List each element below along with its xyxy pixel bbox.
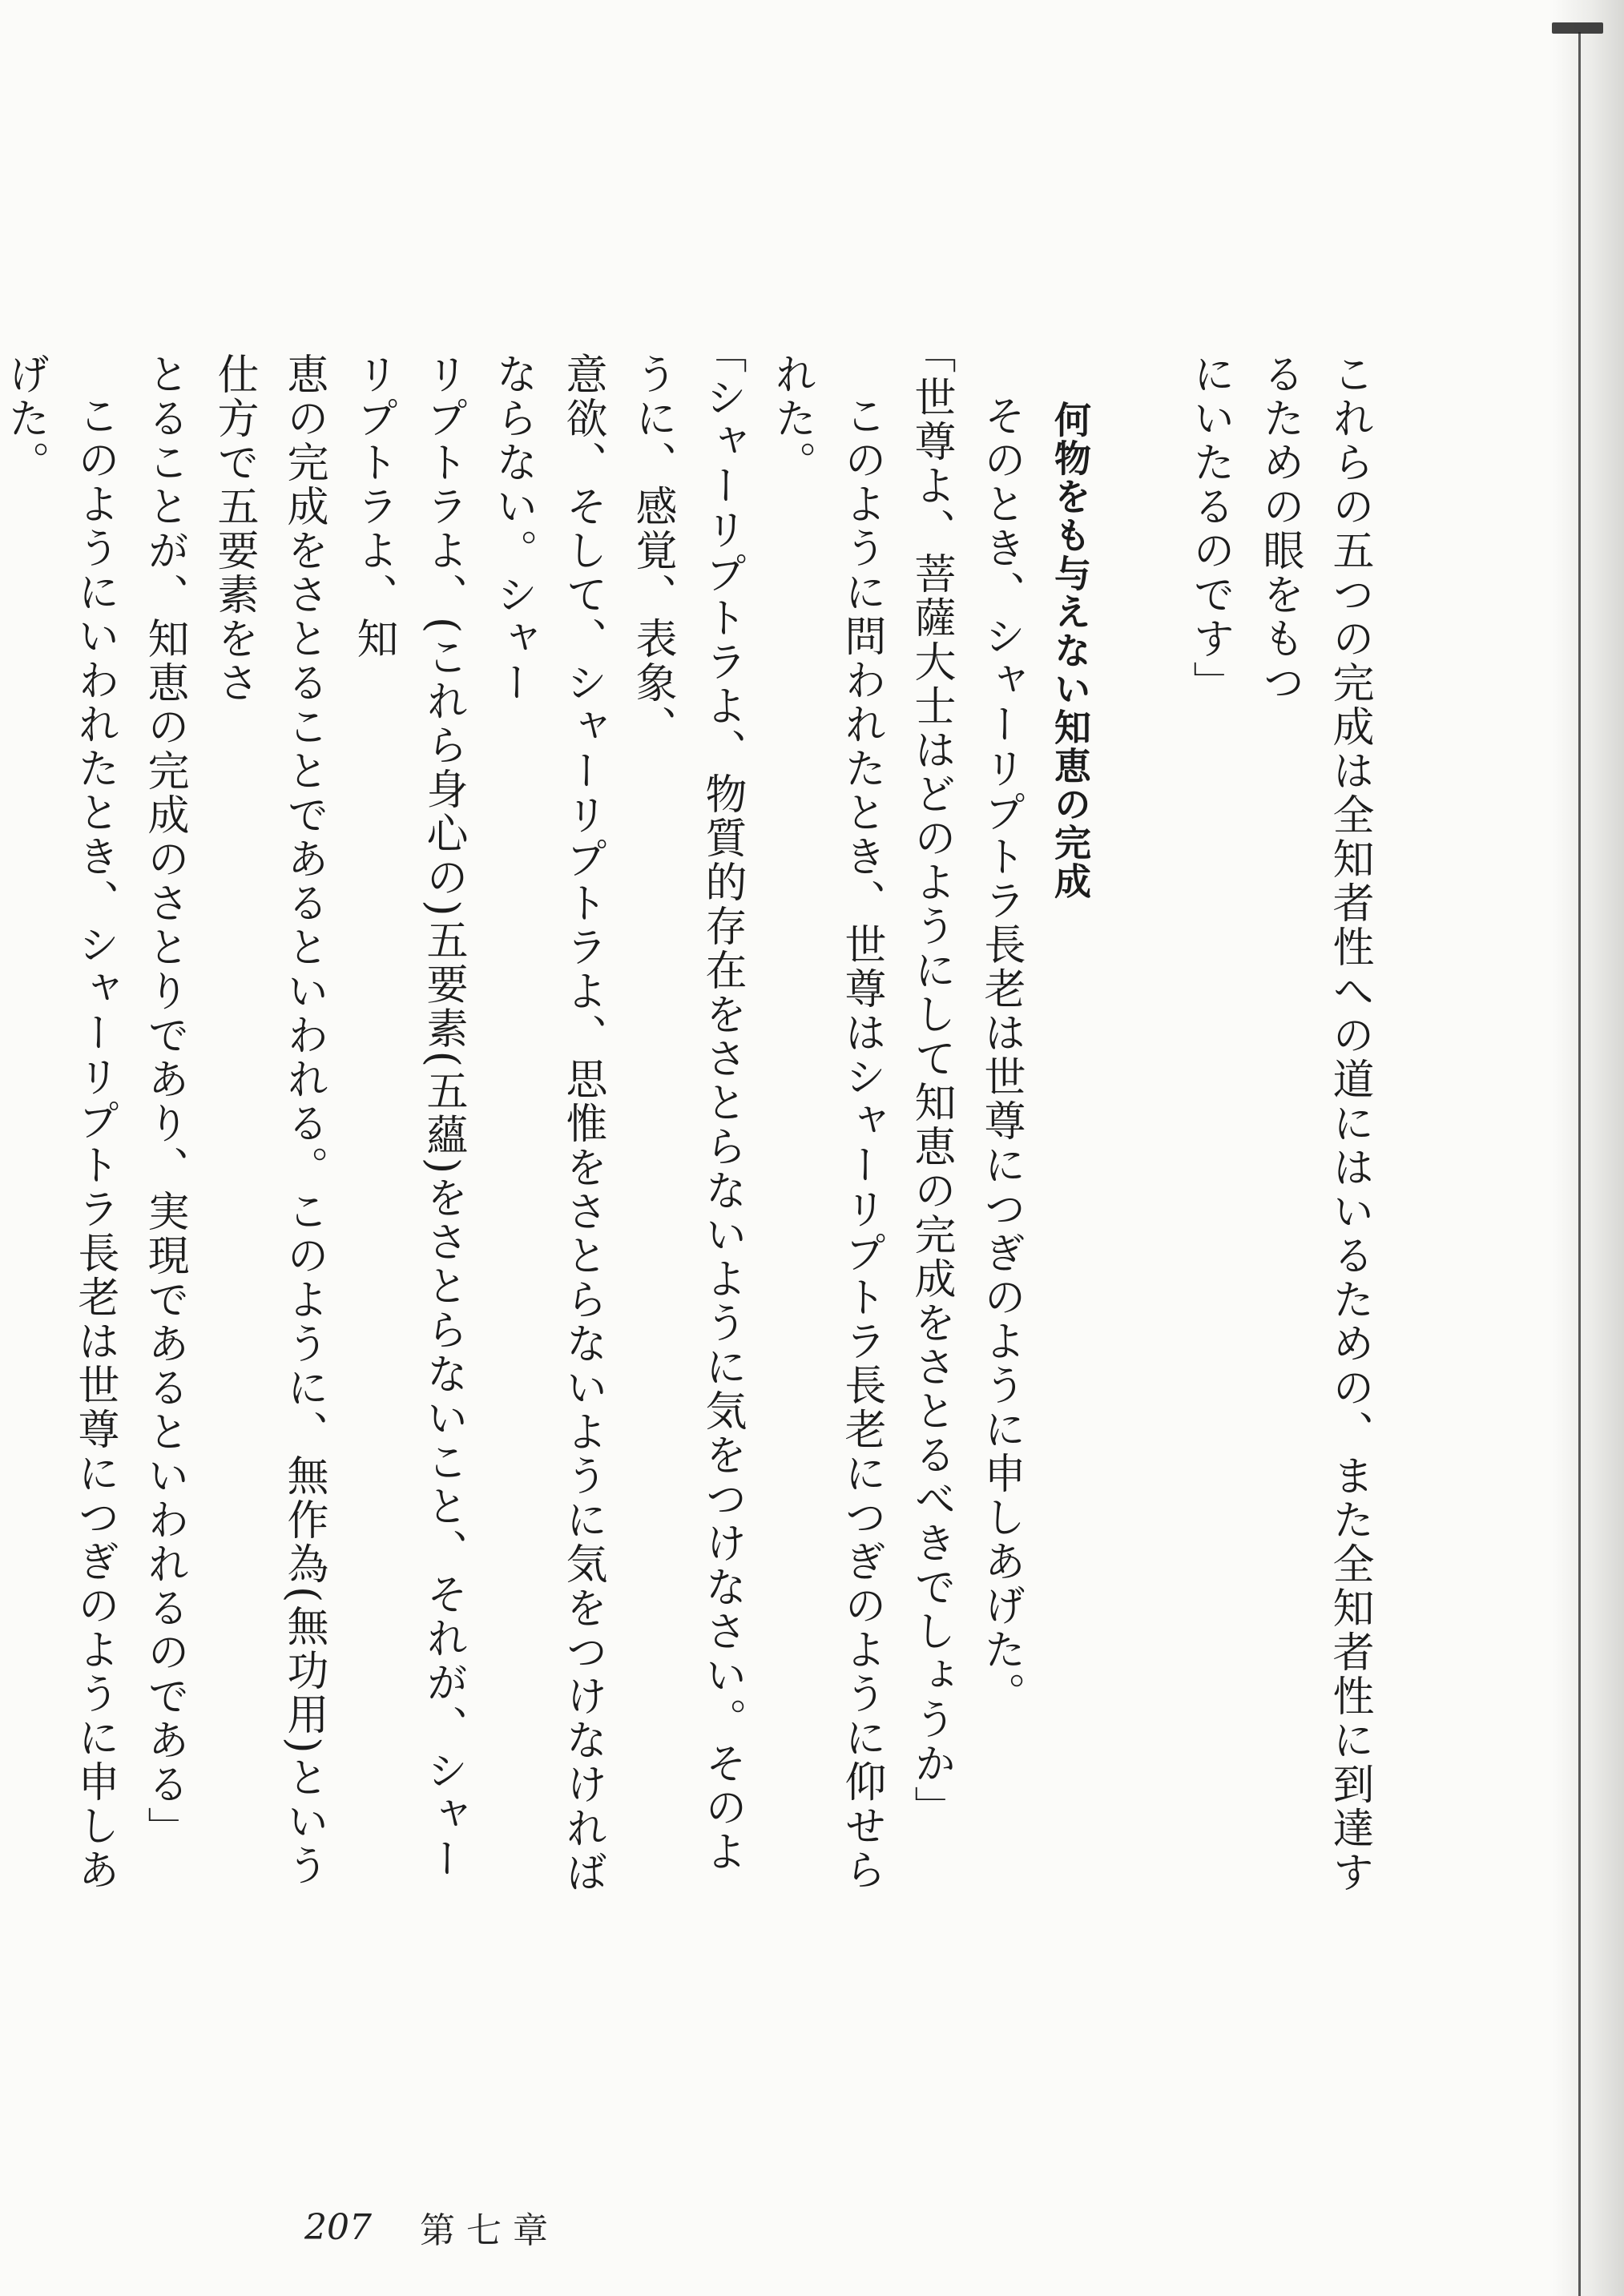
page-number: 207 [304, 2206, 372, 2248]
text-line: にいたるのです」 [1186, 352, 1234, 705]
text-line: 「世尊よ、菩薩大士はどのようにして知恵の完成をさとるべきでしょうか」 [907, 332, 955, 1830]
paragraph-1 [1175, 352, 1384, 1899]
paragraph-5 [129, 332, 756, 1899]
text-line: 「シャーリプトラよ、物質的存在をさとらないように気をつけなさい。そのように、感覚、表象、 [628, 332, 746, 1874]
chapter-label: 第七章 [419, 2210, 559, 2251]
text-line: リプトラよ、(これら身心の)五要素(五蘊)をさとらないこと、それが、シャーリプトラよ、知 [349, 352, 467, 1882]
text-line: 意欲、そして、シャーリプトラよ、思惟をさとらないように気をつけなければならない。シャー [489, 352, 606, 1895]
scan-edge-shadow [1552, 0, 1624, 2296]
text-line: このように問われたとき、世尊はシャーリプトラ長老につぎのように仰せられた。 [768, 352, 885, 1892]
text-line: そのとき、シャーリプトラ長老は世尊につぎのように申しあげた。 [977, 394, 1025, 1716]
paragraph-6 [0, 352, 129, 1899]
paragraph-3 [896, 332, 965, 1899]
text-line: とることが、知恵の完成のさとりであり、実現であるといわれるのである」 [140, 352, 188, 1851]
page-footer [304, 2203, 559, 2251]
heading-text: 何物をも与えない知恵の完成 [1049, 401, 1092, 900]
scan-binding-line [1578, 32, 1581, 2296]
text-line: このようにいわれたとき、シャーリプトラ長老は世尊につぎのように申しあげた。 [1, 352, 119, 1892]
paragraph-2 [965, 352, 1035, 1899]
section-heading [1035, 352, 1105, 1899]
text-line: これらの五つの完成は全知者性への道にはいるための、また全知者性に到達するための眼をもつ [1255, 352, 1373, 1895]
body-text [1, 332, 1384, 1899]
paragraph-4 [756, 352, 896, 1899]
text-line: 恵の完成をさとることであるといわれる。このように、無作為(無功用)という仕方で五要素をさ [210, 352, 328, 1888]
scan-corner-mark [1552, 22, 1603, 34]
